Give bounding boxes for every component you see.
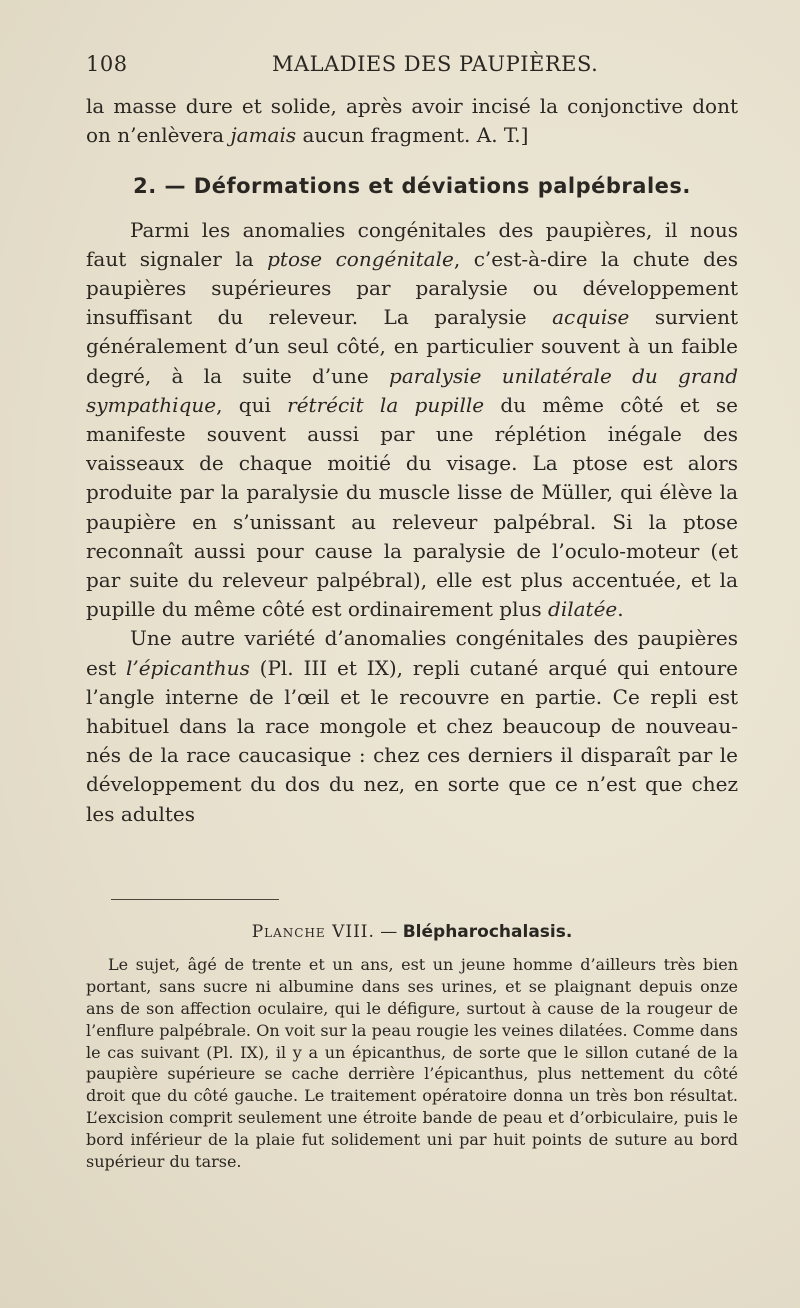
plate-label: Planche VIII. — [251, 922, 375, 942]
plate-caption: Planche VIII. — Blépharochalasis. — [251, 922, 573, 942]
continuation-paragraph: la masse dure et solide, après avoir incisé la conjonctive dont on n’enlèvera jamais aucun fragment. A. T.] — [86, 94, 738, 148]
paragraph-epicanthus: Une autre variété d’anomalies congénitales des paupières est l’épicanthus (Pl. III et IX), repli cutané arqué qui entoure l’angle interne de l’œil et le recouvre en partie. Ce repli est habituel dans la race mongole et chez beaucoup de nouveau-nés de la race caucasique : chez ces derniers il disparaît par le développement du dos du nez, en sorte que ce n’est que chez les adultes — [86, 626, 739, 826]
paragraph-ptose: Parmi les anomalies congénitales des paupières, il nous faut signaler la ptose congénitale, c’est-à-dire la chute des paupières supérieures par paralysie ou développement insuffisant du releveur. La paralysie acquise survient généralement d’un seul côté, en particulier souvent à un faible degré, à la suite d’une paralysie unilatérale du grand sympathique, qui rétrécit la pupille du même côté et se manifeste souvent aussi par une réplétion inégale des vaisseaux de chaque moitié du visage. La ptose est alors produite par la paralysie du muscle lisse de Müller, qui élève la paupière en s’unissant au releveur palpébral. Si la ptose reconnaît aussi pour cause la paralysie de l’oculo-moteur (et par suite du releveur palpébral), elle est plus accentuée, et la pupille du même côté est ordinairement plus dilatée. — [86, 217, 739, 622]
running-title: MALADIES DES PAUPIÈRES. — [272, 52, 599, 76]
footnote-rule — [111, 899, 279, 900]
section-title: 2. — Déformations et déviations palpébrales. — [133, 174, 691, 199]
plate-legend — [86, 922, 738, 1173]
plate-subject: Blépharochalasis. — [402, 922, 573, 942]
plate-description: Le sujet, âgé de trente et un ans, est un jeune homme d’ailleurs très bien portant, sans sucre ni albumine dans ses urines, et se plaignant depuis onze ans de son affection oculaire, qui le défigure, surtout à cause de la rougeur de l’enflure palpébrale. On voit sur la peau rougie les veines dilatées. Comme dans le cas suivant (Pl. IX), il y a un épicanthus, de sorte que le sillon cutané de la paupière supérieure se cache derrière l’épicanthus, plus nettement du côté droit que du côté gauche. Le traitement opératoire donna un très bon résultat. L’excision comprit seulement une étroite bande de peau et d’orbiculaire, puis le bord inférieur de la plaie fut solidement uni par huit points de suture au bord supérieur du tarse. — [86, 954, 738, 1172]
body-text — [86, 92, 738, 829]
page-number: 108 — [86, 52, 128, 76]
